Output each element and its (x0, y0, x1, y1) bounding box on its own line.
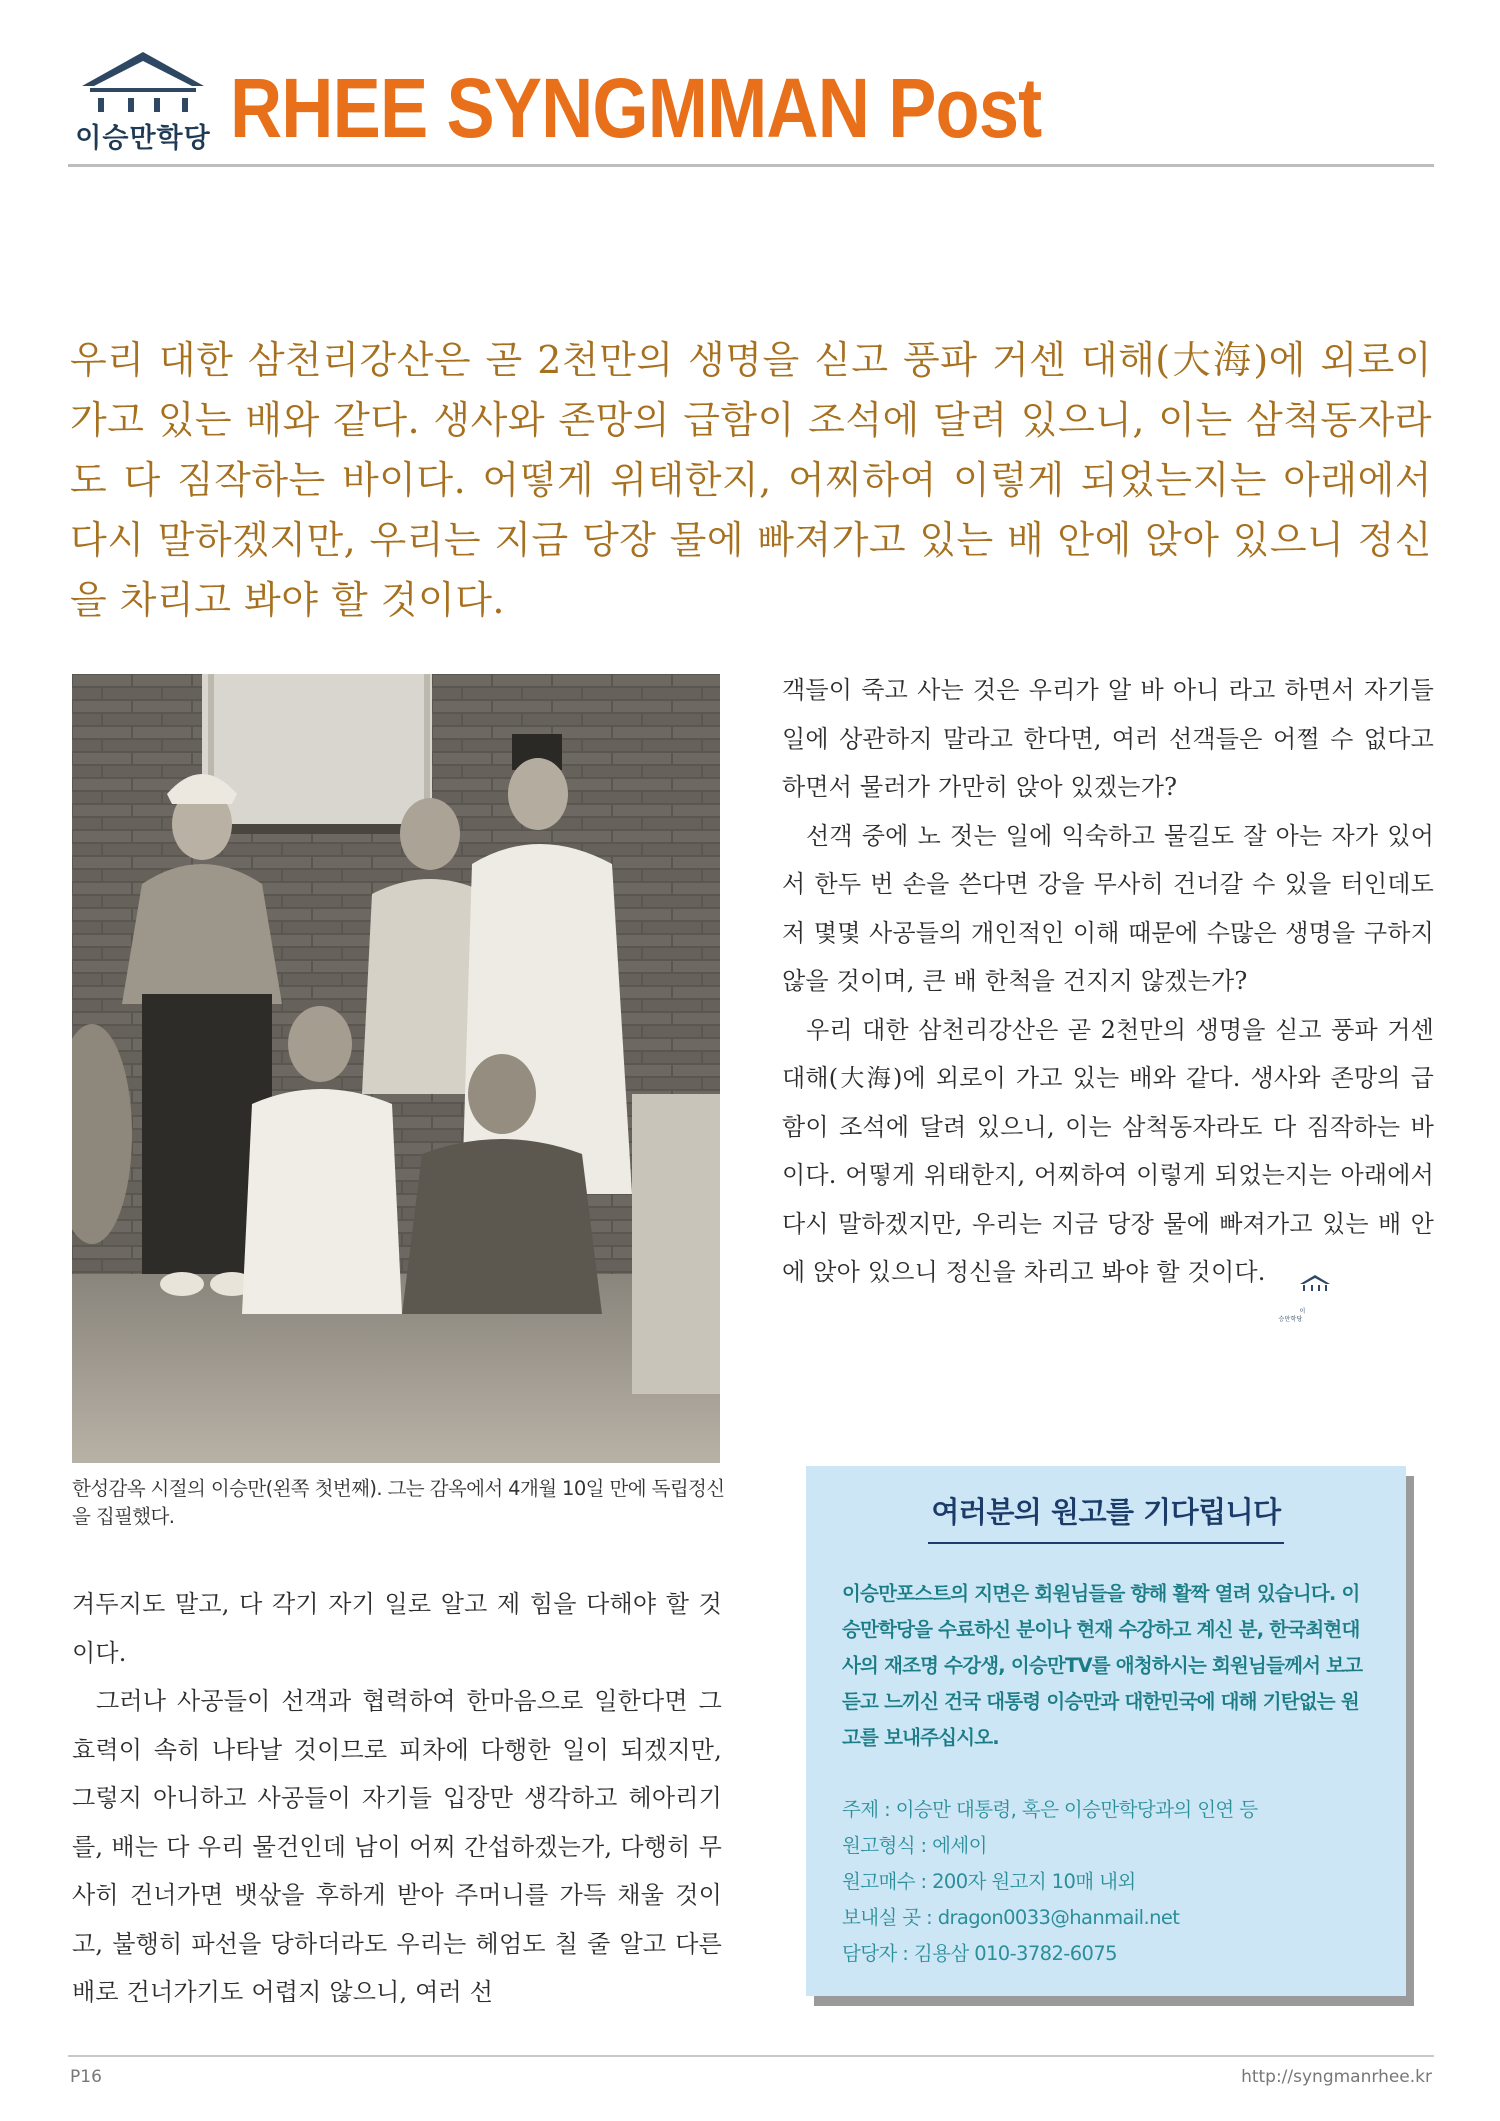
header-divider (68, 164, 1434, 167)
lead-quote: 우리 대한 삼천리강산은 곧 2천만의 생명을 싣고 풍파 거센 대해(大海)에 외로이 가고 있는 배와 같다. 생사와 존망의 급함이 조석에 달려 있으니, 이는 삼척동자라도 다 짐작하는 바이다. 어떻게 위태한지, 어찌하여 이렇게 되었는지는 아래에서 다시 말하겠지만, 우리는 지금 당장 물에 빠져가고 있는 배 안에 앉아 있으니 정신을 차리고 봐야 할 것이다. (70, 338, 1432, 622)
callout-title-underline (928, 1542, 1284, 1544)
website-link[interactable]: http://syngmanrhee.kr (1241, 2067, 1432, 2087)
end-mark-logo (1274, 1260, 1308, 1323)
submission-callout (806, 1466, 1406, 1996)
paragraph: 객들이 죽고 사는 것은 우리가 알 바 아니 라고 하면서 자기들 일에 상관하지 말라고 한다면, 여러 선객들은 어쩔 수 없다고 하면서 물러가 가만히 앉아 있겠는가? (782, 676, 1434, 801)
callout-title: 여러분의 원고를 기다립니다 (931, 1495, 1281, 1529)
detail-contact: 담당자 : 김용삼 010-3782-6075 (842, 1942, 1117, 1965)
article-column-right (782, 666, 1434, 1323)
paragraph-text: 우리 대한 삼천리강산은 곧 2천만의 생명을 싣고 풍파 거센 대해(大海)에 외로이 가고 있는 배와 같다. 생사와 존망의 급함이 조석에 달려 있으니, 이는 삼척동자라도 다 짐작하는 바이다. 어떻게 위태한지, 어찌하여 이렇게 되었는지는 아래에서 다시 말하겠지만, 우리는 지금 당장 물에 빠져가고 있는 배 안에 앉아 있으니 정신을 차리고 봐야 할 것이다. (782, 1015, 1434, 1286)
end-mark-text: 이승만학당 (1278, 1308, 1306, 1323)
paragraph (782, 1006, 1434, 1323)
detail-length: 원고매수 : 200자 원고지 10매 내외 (842, 1870, 1136, 1893)
detail-topic: 주제 : 이승만 대통령, 혹은 이승만학당과의 인연 등 (842, 1798, 1258, 1821)
paragraph: 그러나 사공들이 선객과 협력하여 한마음으로 일한다면 그 효력이 속히 나타날 것이므로 피차에 다행한 일이 되겠지만, 그렇지 아니하고 사공들이 자기들 입장만 생각하고 헤아리기를, 배는 다 우리 물건인데 남이 어찌 간섭하겠는가, 다행히 무사히 건너가면 뱃삯을 후하게 받아 주머니를 가득 채울 것이고, 불행히 파선을 당하더라도 우리는 헤엄도 칠 줄 알고 다른 배로 건너가기도 어렵지 않으니, 여러 선 (72, 1687, 722, 2006)
masthead (68, 48, 1433, 166)
paragraph: 겨두지도 말고, 다 각기 자기 일로 알고 제 힘을 다해야 할 것이다. (72, 1590, 722, 1667)
historical-photo (72, 674, 720, 1463)
logo (68, 48, 218, 158)
paragraph: 선객 중에 노 젓는 일에 익숙하고 물길도 잘 아는 자가 있어서 한두 번 손을 쓴다면 강을 무사히 건너갈 수 있을 터인데도 저 몇몇 사공들의 개인적인 이해 때문에 수많은 생명을 구하지 않을 것이며, 큰 배 한척을 건지지 않겠는가? (782, 821, 1434, 995)
detail-format: 원고형식 : 에세이 (842, 1834, 987, 1857)
page-number: P16 (70, 2067, 102, 2087)
photo-caption: 한성감옥 시절의 이승만(왼쪽 첫번째). 그는 감옥에서 4개월 10일 만에 독립정신을 집필했다. (72, 1477, 725, 1528)
footer-divider (68, 2055, 1434, 2057)
logo-text: 이승만학당 (75, 123, 211, 154)
house-icon (76, 48, 210, 116)
callout-body: 이승만포스트의 지면은 회원님들을 향해 활짝 열려 있습니다. 이승만학당을 수료하신 분이나 현재 수강하고 계신 분, 한국최현대사의 재조명 수강생, 이승만TV를 애청하시는 회원님들께서 보고 듣고 느끼신 건국 대통령 이승만과 대한민국에 대해 기탄없는 원고를 보내주십시오. (842, 1582, 1363, 1749)
submission-details (842, 1792, 1382, 1972)
publication-title: RHEE SYNGMMAN Post (230, 61, 1042, 155)
article-column-left (72, 1580, 722, 2017)
detail-email[interactable]: 보내실 곳 : dragon0033@hanmail.net (842, 1906, 1180, 1929)
